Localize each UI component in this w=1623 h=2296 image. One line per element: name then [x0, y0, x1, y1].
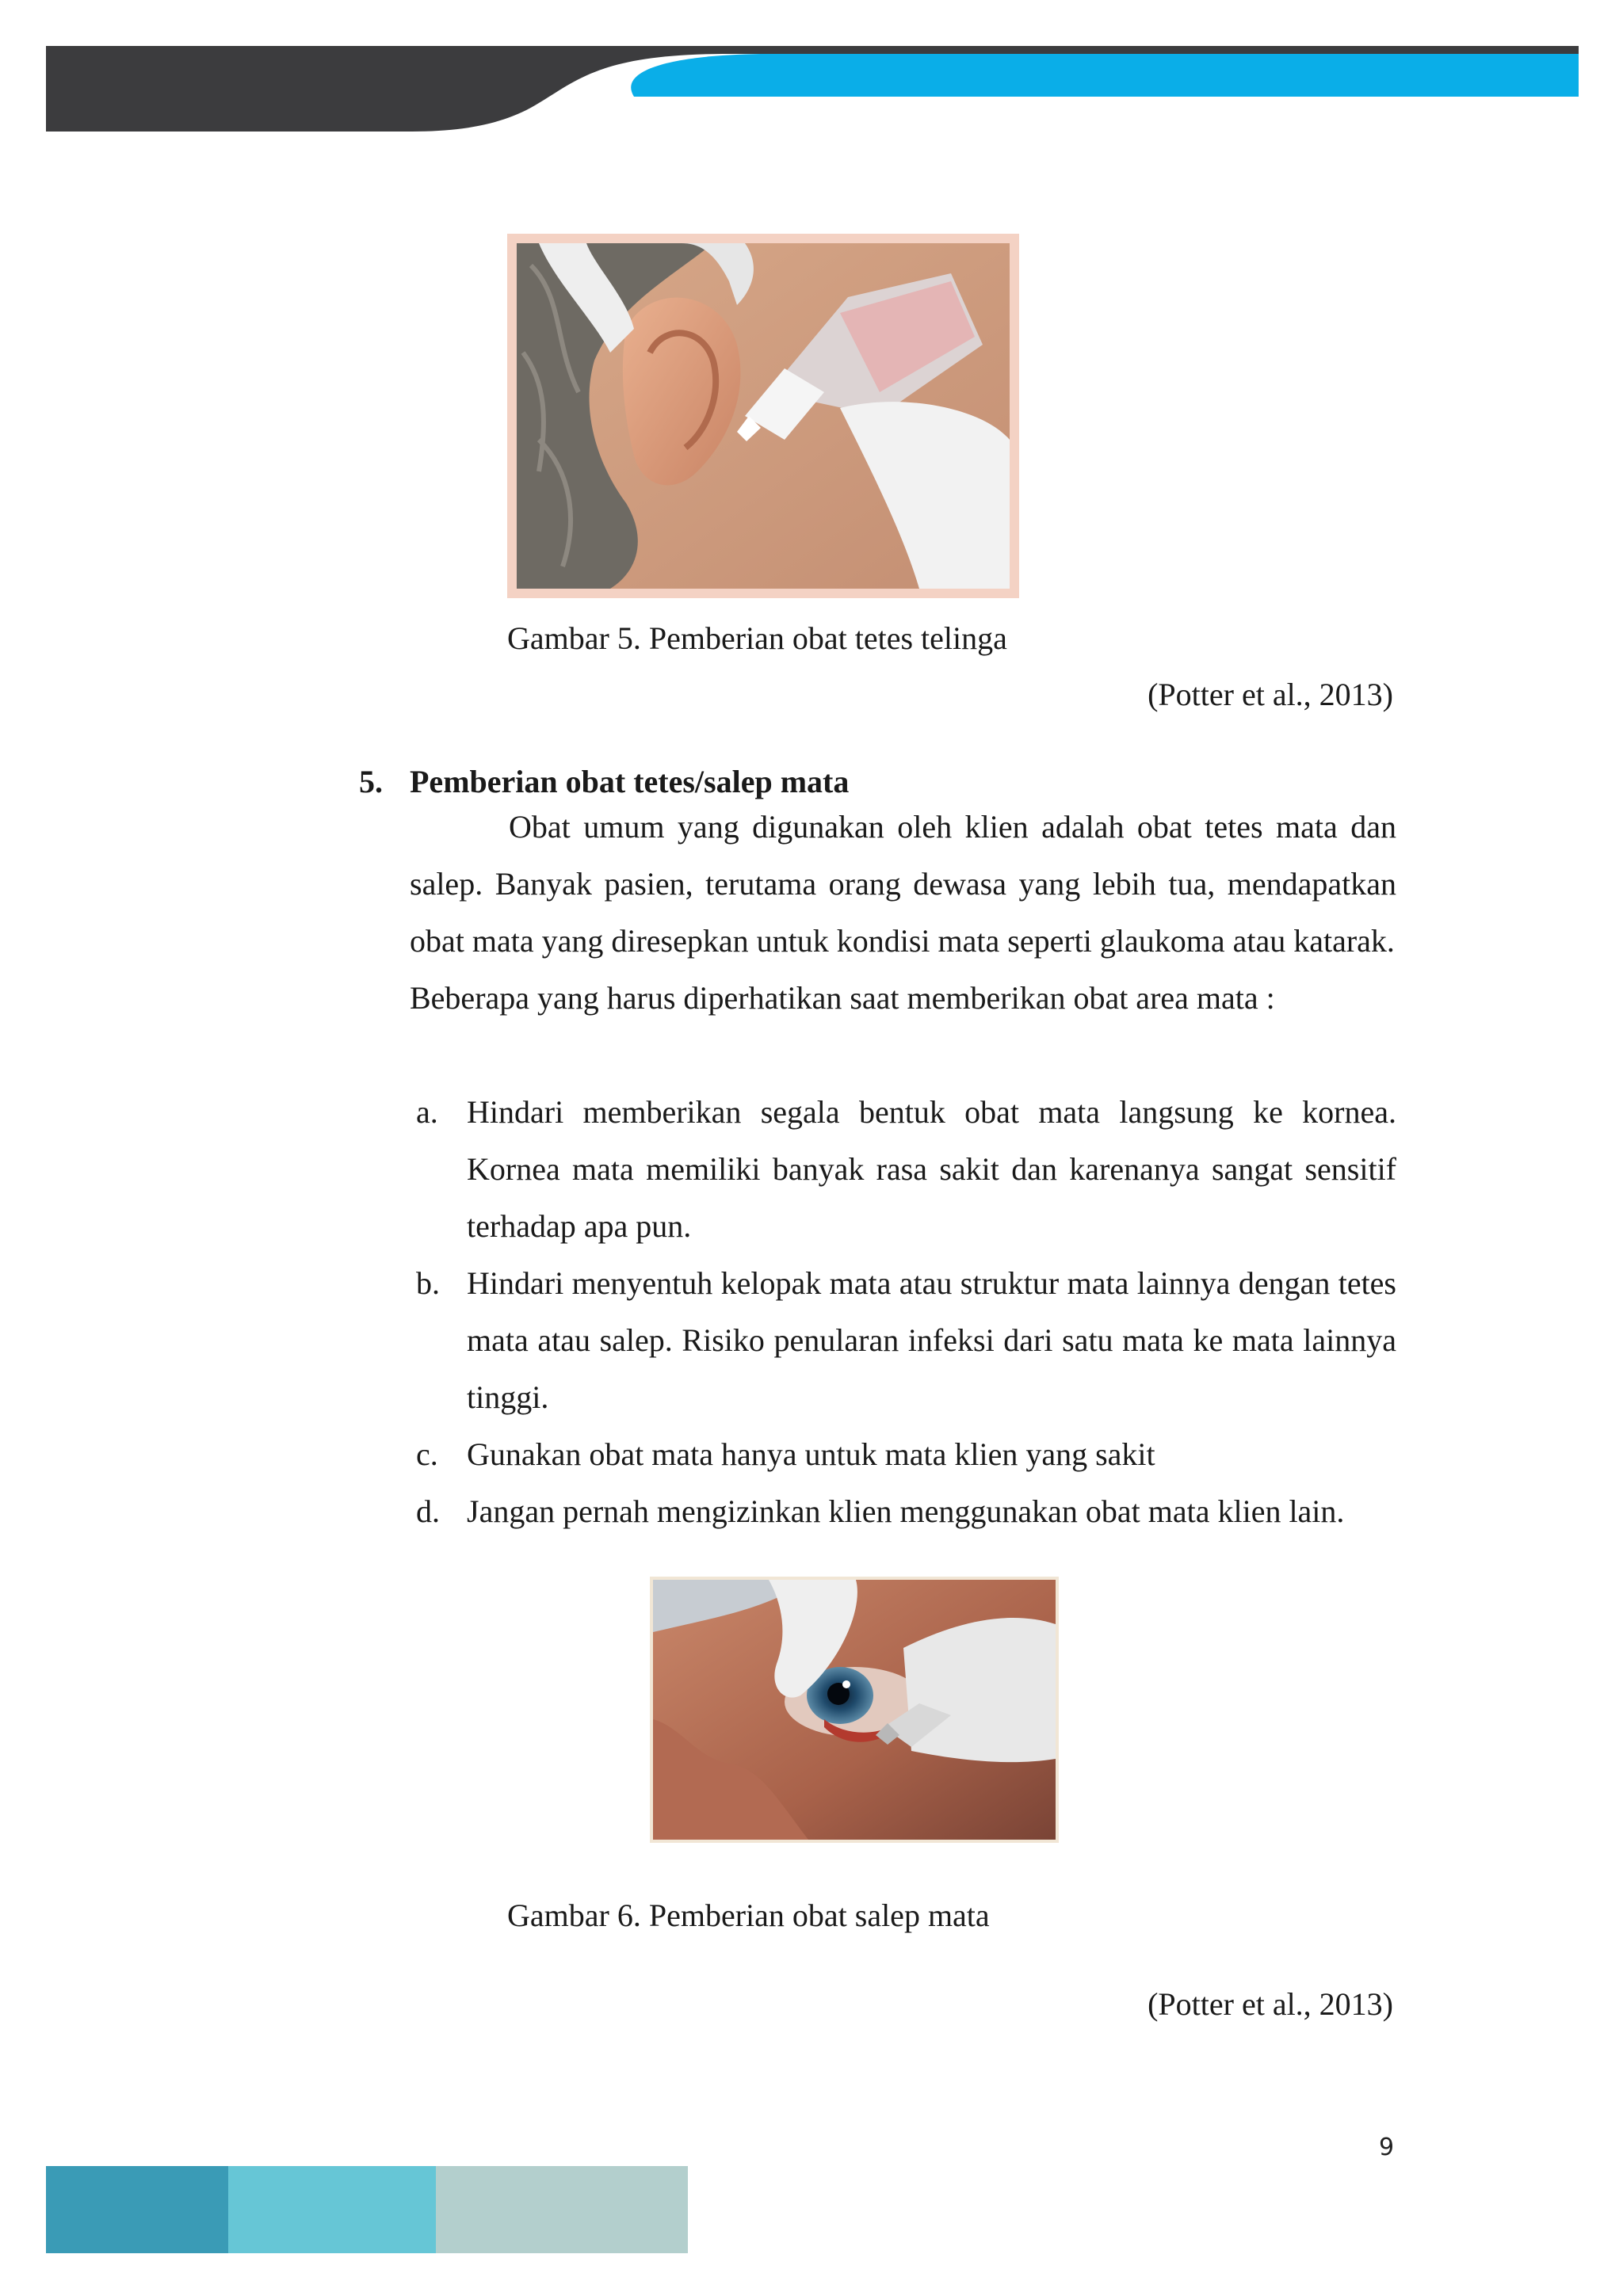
- list-marker: a.: [416, 1094, 438, 1130]
- header-accent-stripe: [631, 54, 1579, 97]
- footer-band-3: [436, 2166, 688, 2253]
- figure6-citation: (Potter et al., 2013): [1148, 1986, 1393, 2022]
- figure5-citation: (Potter et al., 2013): [1148, 677, 1393, 712]
- list-item-text: Hindari memberikan segala bentuk obat mata langsung ke kornea. Kornea mata memiliki banyak rasa sakit dan karenanya sangat sensitif terhadap apa pun.: [467, 1094, 1396, 1244]
- list-item: [410, 1255, 1396, 1426]
- page-number: 9: [1379, 2134, 1395, 2161]
- section-title: Pemberian obat tetes/salep mata: [410, 764, 850, 799]
- section-body: [410, 799, 1396, 1027]
- list-item: [410, 1483, 1396, 1540]
- list-marker: c.: [416, 1436, 438, 1472]
- section-heading: [359, 762, 849, 802]
- figure5-caption: Gambar 5. Pemberian obat tetes telinga: [507, 620, 1007, 656]
- precaution-list: [410, 1084, 1396, 1540]
- list-item-text: Hindari menyentuh kelopak mata atau struktur mata lainnya dengan tetes mata atau salep. Risiko penularan infeksi dari satu mata ke mata lainnya tinggi.: [467, 1265, 1396, 1415]
- list-item-text: Jangan pernah mengizinkan klien menggunakan obat mata klien lain.: [467, 1493, 1345, 1529]
- section-number: 5.: [359, 764, 383, 799]
- list-marker: d.: [416, 1493, 440, 1529]
- list-item-text: Gunakan obat mata hanya untuk mata klien yang sakit: [467, 1436, 1155, 1472]
- figure6-caption: Gambar 6. Pemberian obat salep mata: [507, 1897, 990, 1933]
- footer-band-2: [228, 2166, 436, 2253]
- list-item: [410, 1084, 1396, 1255]
- eye-ointment-photo: [650, 1577, 1059, 1843]
- paragraph-attention: Beberapa yang harus diperhatikan saat memberikan obat area mata :: [410, 980, 1275, 1016]
- ear-drops-photo: [507, 234, 1019, 598]
- list-item: [410, 1426, 1396, 1483]
- list-marker: b.: [416, 1265, 440, 1301]
- header-band: [0, 0, 1623, 143]
- footer-band-1: [46, 2166, 228, 2253]
- paragraph-intro: Obat umum yang digunakan oleh klien adalah obat tetes mata dan salep. Banyak pasien, terutama orang dewasa yang lebih tua, mendapatkan obat mata yang diresepkan untuk kondisi mata seperti glaukoma atau katarak.: [410, 809, 1396, 959]
